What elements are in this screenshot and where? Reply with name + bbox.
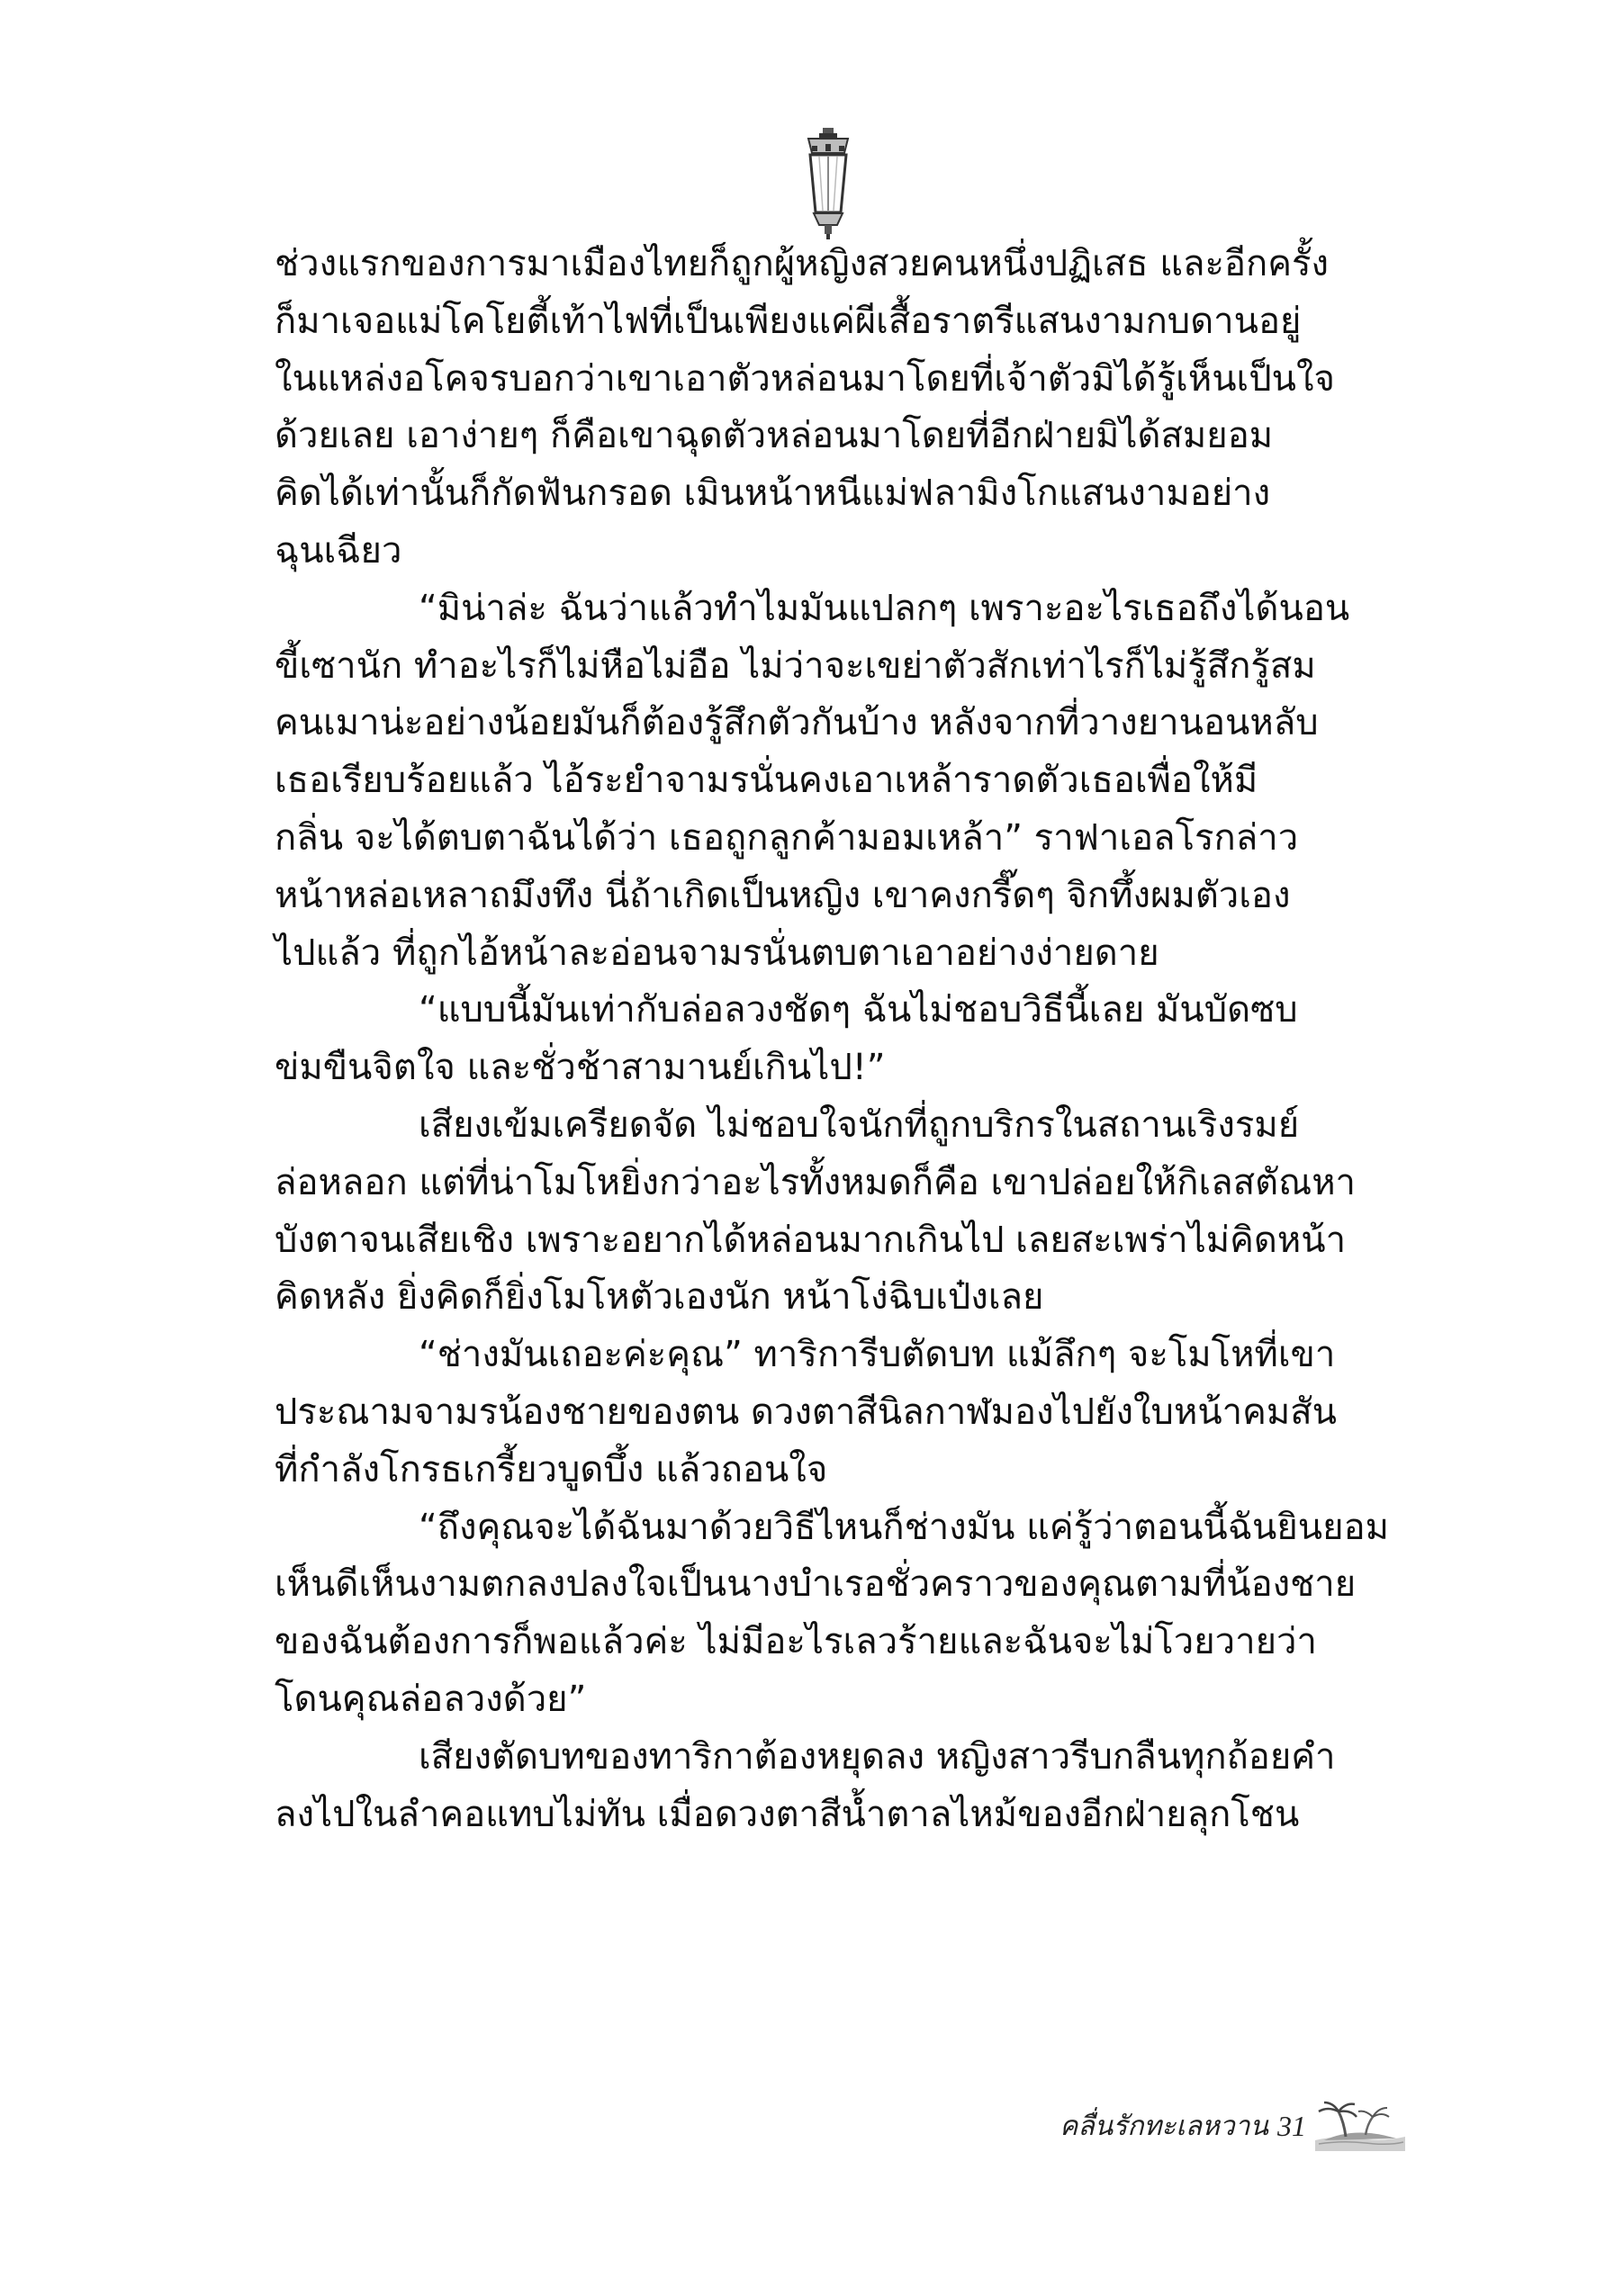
text-line: เสียงตัดบทของทาริกาต้องหยุดลง หญิงสาวรีบกลืนทุกถ้อยคำ	[419, 1735, 1336, 1778]
body-text	[275, 236, 1404, 1843]
text-line: เธอเรียบร้อยแล้ว ไอ้ระยำจามรนั่นคงเอาเหล้าราดตัวเธอเพื่อให้มี	[275, 760, 1258, 802]
text-line: หน้าหล่อเหลาถมึงทึง นี่ถ้าเกิดเป็นหญิง เขาคงกรี๊ดๆ จิกทึ้งผมตัวเอง	[275, 874, 1291, 916]
text-line: ฉุนเฉียว	[275, 529, 402, 572]
text-line: ของฉันต้องการก็พอแล้วค่ะ ไม่มีอะไรเลวร้ายและฉันจะไม่โวยวายว่า	[275, 1621, 1317, 1663]
text-line: ข่มขืนจิตใจ และชั่วช้าสามานย์เกินไป!”	[275, 1047, 886, 1089]
lantern-icon	[792, 126, 864, 243]
text-line: “ถึงคุณจะได้ฉันมาด้วยวิธีไหนก็ช่างมัน แค่รู้ว่าตอนนี้ฉันยินยอม	[419, 1506, 1389, 1548]
text-line: คิดหลัง ยิ่งคิดก็ยิ่งโมโหตัวเองนัก หน้าโง่ฉิบเป๋งเลย	[275, 1276, 1044, 1319]
text-line: ล่อหลอก แต่ที่น่าโมโหยิ่งกว่าอะไรทั้งหมดก็คือ เขาปล่อยให้กิเลสตัณหา	[275, 1161, 1357, 1203]
text-line: “ช่างมันเถอะค่ะคุณ” ทาริการีบตัดบท แม้ลึกๆ จะโมโหที่เขา	[419, 1334, 1336, 1376]
book-title: คลื่นรักทะเลหวาน	[1059, 2110, 1268, 2142]
text-line: เห็นดีเห็นงามตกลงปลงใจเป็นนางบำเรอชั่วคราวของคุณตามที่น้องชาย	[275, 1563, 1357, 1606]
text-line: ขี้เซานัก ทำอะไรก็ไม่หือไม่อือ ไม่ว่าจะเขย่าตัวสักเท่าไรก็ไม่รู้สึกรู้สม	[275, 644, 1316, 687]
island-palm-icon	[1315, 2101, 1405, 2151]
text-line: ด้วยเลย เอาง่ายๆ ก็คือเขาฉุดตัวหล่อนมาโดยที่อีกฝ่ายมิได้สมยอม	[275, 415, 1274, 457]
text-line: กลิ่น จะได้ตบตาฉันได้ว่า เธอถูกลูกค้ามอมเหล้า” ราฟาเอลโรกล่าว	[275, 816, 1299, 859]
text-line: บังตาจนเสียเชิง เพราะอยากได้หล่อนมากเกินไป เลยสะเพร่าไม่คิดหน้า	[275, 1219, 1347, 1261]
text-line: “แบบนี้มันเท่ากับล่อลวงชัดๆ ฉันไม่ชอบวิธีนี้เลย มันบัดซบ	[419, 989, 1298, 1031]
text-line: ไปแล้ว ที่ถูกไอ้หน้าละอ่อนจามรนั่นตบตาเอาอย่างง่ายดาย	[275, 932, 1159, 974]
text-line: โดนคุณล่อลวงด้วย”	[275, 1678, 587, 1720]
page-number: 31	[1277, 2109, 1306, 2142]
text-line: ก็มาเจอแม่โคโยตี้เท้าไฟที่เป็นเพียงแค่ผีเสื้อราตรีแสนงามกบดานอยู่	[275, 300, 1302, 342]
text-line: “มิน่าล่ะ ฉันว่าแล้วทำไมมันแปลกๆ เพราะอะไรเธอถึงได้นอน	[419, 587, 1350, 629]
page-footer	[1059, 2099, 1405, 2153]
text-line: คนเมาน่ะอย่างน้อยมันก็ต้องรู้สึกตัวกันบ้าง หลังจากที่วางยานอนหลับ	[275, 702, 1319, 744]
text-line: ประณามจามรน้องชายของตน ดวงตาสีนิลกาฬมองไปยังใบหน้าคมสัน	[275, 1391, 1337, 1433]
text-line: ช่วงแรกของการมาเมืองไทยก็ถูกผู้หญิงสวยคนหนึ่งปฏิเสธ และอีกครั้ง	[275, 243, 1330, 284]
text-line: ที่กำลังโกรธเกรี้ยวบูดบึ้ง แล้วถอนใจ	[275, 1448, 828, 1490]
text-line: ในแหล่งอโคจรบอกว่าเขาเอาตัวหล่อนมาโดยที่เจ้าตัวมิได้รู้เห็นเป็นใจ	[275, 357, 1335, 400]
text-line: คิดได้เท่านั้นก็กัดฟันกรอด เมินหน้าหนีแม่ฟลามิงโกแสนงามอย่าง	[275, 473, 1271, 515]
text-line: เสียงเข้มเครียดจัด ไม่ชอบใจนักที่ถูกบริกรในสถานเริงรมย์	[419, 1103, 1300, 1146]
text-line: ลงไปในลำคอแทบไม่ทัน เมื่อดวงตาสีน้ำตาลไหม้ของอีกฝ่ายลุกโชน	[275, 1793, 1300, 1835]
